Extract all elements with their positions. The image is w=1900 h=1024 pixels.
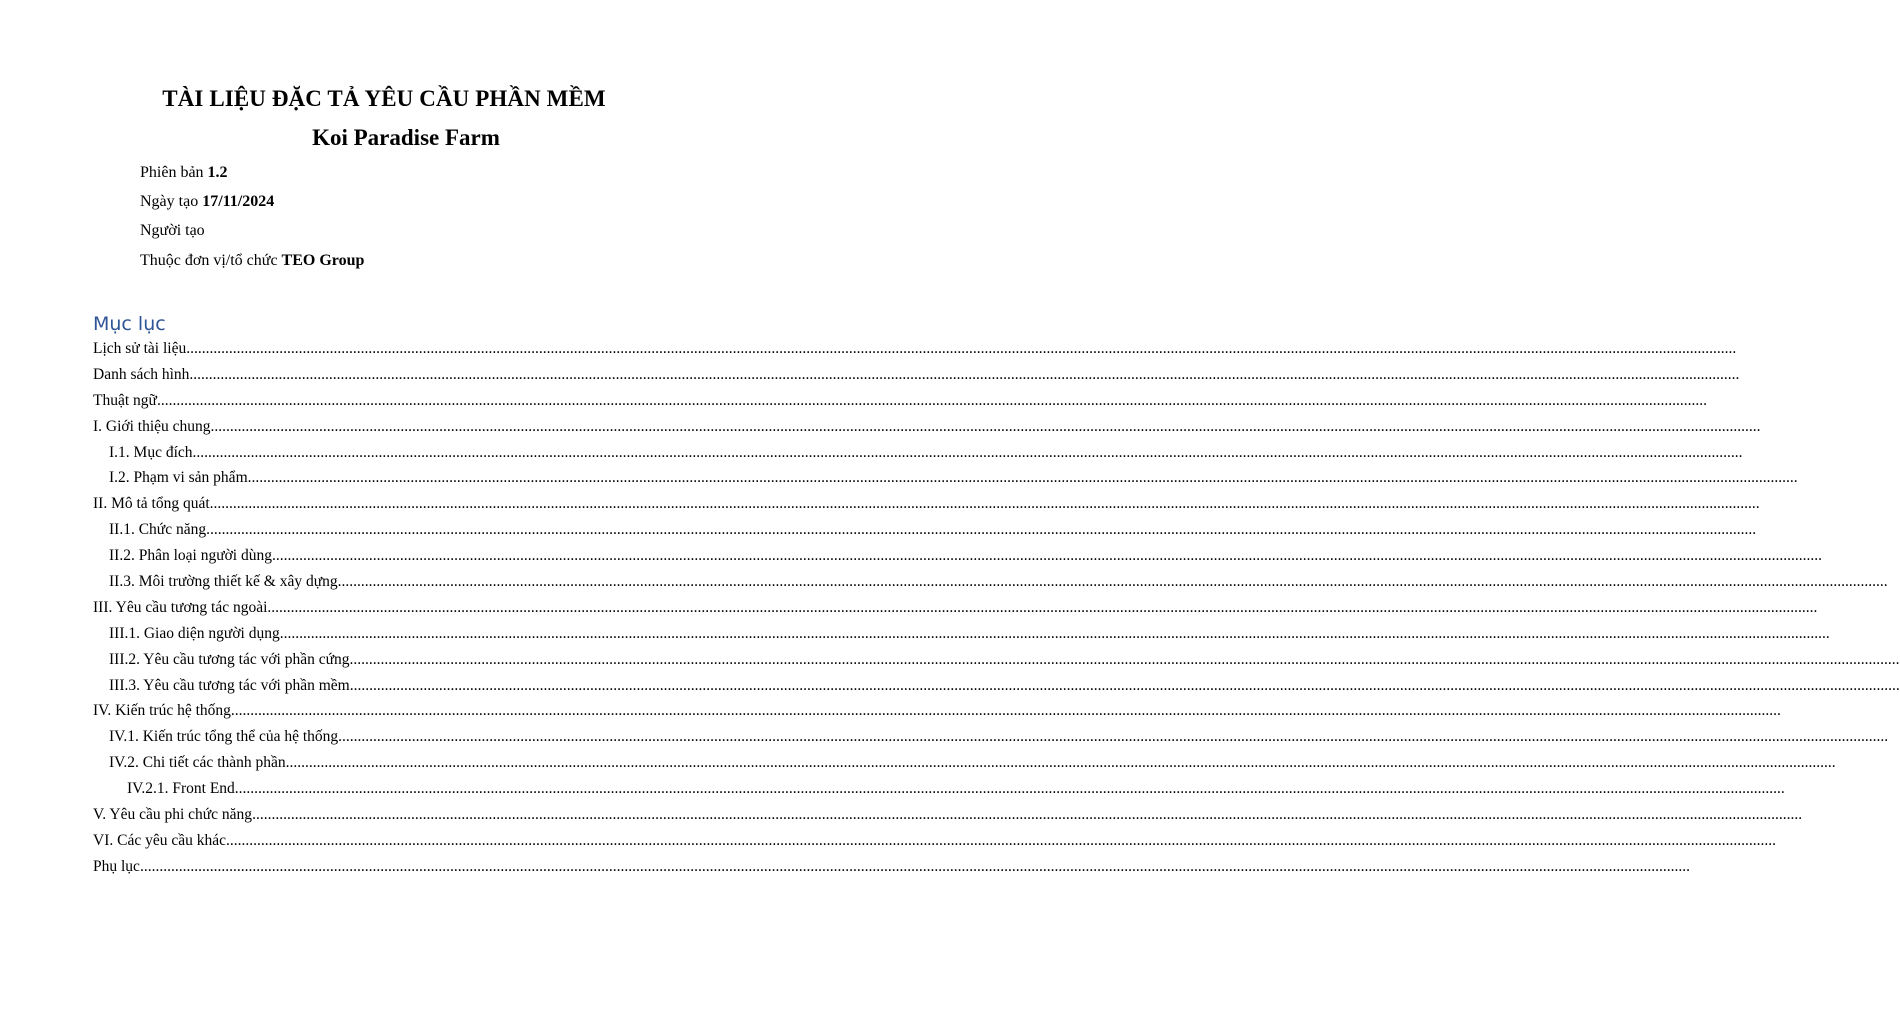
toc-entry-label: IV.2. Chi tiết các thành phần <box>109 754 286 772</box>
meta-version-value: 1.2 <box>207 164 228 181</box>
toc-leader-dots: ................................................................................................................................................................................................................................................................................................................................................................................................................ <box>252 806 1803 824</box>
table-of-contents <box>93 338 1900 882</box>
toc-entry-label: IV. Kiến trúc hệ thống <box>93 702 231 720</box>
toc-entry-label: II. Mô tả tổng quát <box>93 495 210 513</box>
toc-entry-label: I.1. Mục đích <box>109 443 193 461</box>
toc-entry-section-1[interactable] <box>93 416 1761 442</box>
toc-entry-section-2[interactable] <box>93 493 1760 519</box>
toc-entry-section-1-2[interactable] <box>93 467 1798 493</box>
meta-organization-value: TEO Group <box>281 252 365 269</box>
toc-entry-section-4[interactable] <box>93 700 1781 726</box>
document-subtitle: Koi Paradise Farm <box>312 125 500 150</box>
toc-leader-dots: ................................................................................................................................................................................................................................................................................................................................................................................................................ <box>206 521 1757 539</box>
meta-organization <box>140 252 364 270</box>
toc-leader-dots: ................................................................................................................................................................................................................................................................................................................................................................................................................ <box>186 340 1737 357</box>
meta-version <box>140 164 228 182</box>
toc-leader-dots: ................................................................................................................................................................................................................................................................................................................................................................................................................ <box>189 365 1740 383</box>
toc-leader-dots: ................................................................................................................................................................................................................................................................................................................................................................................................................ <box>337 573 1888 591</box>
meta-creator <box>140 222 205 240</box>
toc-entry-label: II.2. Phân loại người dùng <box>109 547 272 565</box>
toc-leader-dots: ................................................................................................................................................................................................................................................................................................................................................................................................................ <box>267 598 1818 616</box>
toc-entry-document-history[interactable] <box>93 338 1737 364</box>
toc-leader-dots: ................................................................................................................................................................................................................................................................................................................................................................................................................ <box>230 702 1781 720</box>
toc-entry-section-5[interactable] <box>93 804 1803 830</box>
toc-leader-dots: ................................................................................................................................................................................................................................................................................................................................................................................................................ <box>349 650 1900 668</box>
toc-entry-label: I.2. Phạm vi sản phẩm <box>109 469 248 487</box>
toc-entry-label: III. Yêu cầu tương tác ngoài <box>93 598 268 616</box>
meta-organization-label: Thuộc đơn vị/tổ chức <box>140 252 278 269</box>
toc-entry-section-4-1[interactable] <box>93 726 1889 752</box>
toc-entry-label: I. Giới thiệu chung <box>93 417 211 435</box>
toc-entry-glossary[interactable] <box>93 390 1707 416</box>
toc-entry-label: Thuật ngữ <box>93 391 157 409</box>
toc-leader-dots: ................................................................................................................................................................................................................................................................................................................................................................................................................ <box>247 469 1798 487</box>
meta-version-label: Phiên bản <box>140 164 204 181</box>
toc-leader-dots: ................................................................................................................................................................................................................................................................................................................................................................................................................ <box>210 417 1761 435</box>
toc-entry-section-3-3[interactable] <box>93 675 1900 701</box>
toc-leader-dots: ................................................................................................................................................................................................................................................................................................................................................................................................................ <box>209 495 1760 513</box>
toc-entry-section-1-1[interactable] <box>93 442 1743 468</box>
toc-entry-appendix[interactable] <box>93 856 1690 882</box>
toc-leader-dots: ................................................................................................................................................................................................................................................................................................................................................................................................................ <box>156 391 1707 409</box>
toc-leader-dots: ................................................................................................................................................................................................................................................................................................................................................................................................................ <box>285 754 1836 772</box>
toc-leader-dots: ................................................................................................................................................................................................................................................................................................................................................................................................................ <box>271 547 1822 565</box>
meta-creator-label: Người tạo <box>140 222 205 239</box>
toc-entry-section-4-2[interactable] <box>93 752 1836 778</box>
toc-leader-dots: ................................................................................................................................................................................................................................................................................................................................................................................................................ <box>338 728 1889 746</box>
toc-entry-label: V. Yêu cầu phi chức năng <box>93 806 253 824</box>
toc-entry-label: III.3. Yêu cầu tương tác với phần mềm <box>109 676 350 694</box>
toc-entry-label: III.2. Yêu cầu tương tác với phần cứng <box>109 650 350 668</box>
toc-entry-label: III.1. Giao diện người dụng <box>109 624 280 642</box>
toc-entry-label: Lịch sử tài liệu <box>93 340 187 357</box>
meta-created-date-label: Ngày tạo <box>140 193 199 210</box>
toc-entry-label: II.3. Môi trường thiết kế & xây dựng <box>109 573 338 591</box>
document-title: TÀI LIỆU ĐẶC TẢ YÊU CẦU PHẦN MỀM <box>162 86 606 111</box>
toc-entry-section-3-2[interactable] <box>93 649 1900 675</box>
meta-created-date-value: 17/11/2024 <box>202 193 275 210</box>
toc-entry-label: Phụ lục <box>93 857 140 875</box>
toc-leader-dots: ................................................................................................................................................................................................................................................................................................................................................................................................................ <box>234 780 1785 798</box>
toc-entry-section-2-3[interactable] <box>93 571 1888 597</box>
toc-entry-figure-list[interactable] <box>93 364 1740 390</box>
toc-entry-label: Danh sách hình <box>93 365 190 383</box>
toc-leader-dots: ................................................................................................................................................................................................................................................................................................................................................................................................................ <box>279 624 1830 642</box>
toc-leader-dots: ................................................................................................................................................................................................................................................................................................................................................................................................................ <box>349 676 1900 694</box>
toc-entry-label: II.1. Chức năng <box>109 521 207 539</box>
toc-entry-section-2-2[interactable] <box>93 545 1822 571</box>
toc-entry-label: IV.1. Kiến trúc tổng thể của hệ thống <box>109 728 339 746</box>
toc-entry-section-3-1[interactable] <box>93 623 1830 649</box>
toc-heading: Mục lục <box>93 313 166 335</box>
toc-leader-dots: ................................................................................................................................................................................................................................................................................................................................................................................................................ <box>225 831 1776 849</box>
toc-entry-label: IV.2.1. Front End <box>127 780 235 798</box>
meta-created-date <box>140 193 274 211</box>
toc-entry-section-6[interactable] <box>93 830 1776 856</box>
toc-entry-section-3[interactable] <box>93 597 1818 623</box>
toc-entry-label: VI. Các yêu cầu khác <box>93 831 226 849</box>
toc-leader-dots: ................................................................................................................................................................................................................................................................................................................................................................................................................ <box>192 443 1743 461</box>
toc-entry-section-2-1[interactable] <box>93 519 1757 545</box>
toc-entry-section-4-2-1[interactable] <box>93 778 1785 804</box>
toc-leader-dots: ................................................................................................................................................................................................................................................................................................................................................................................................................ <box>139 857 1690 875</box>
